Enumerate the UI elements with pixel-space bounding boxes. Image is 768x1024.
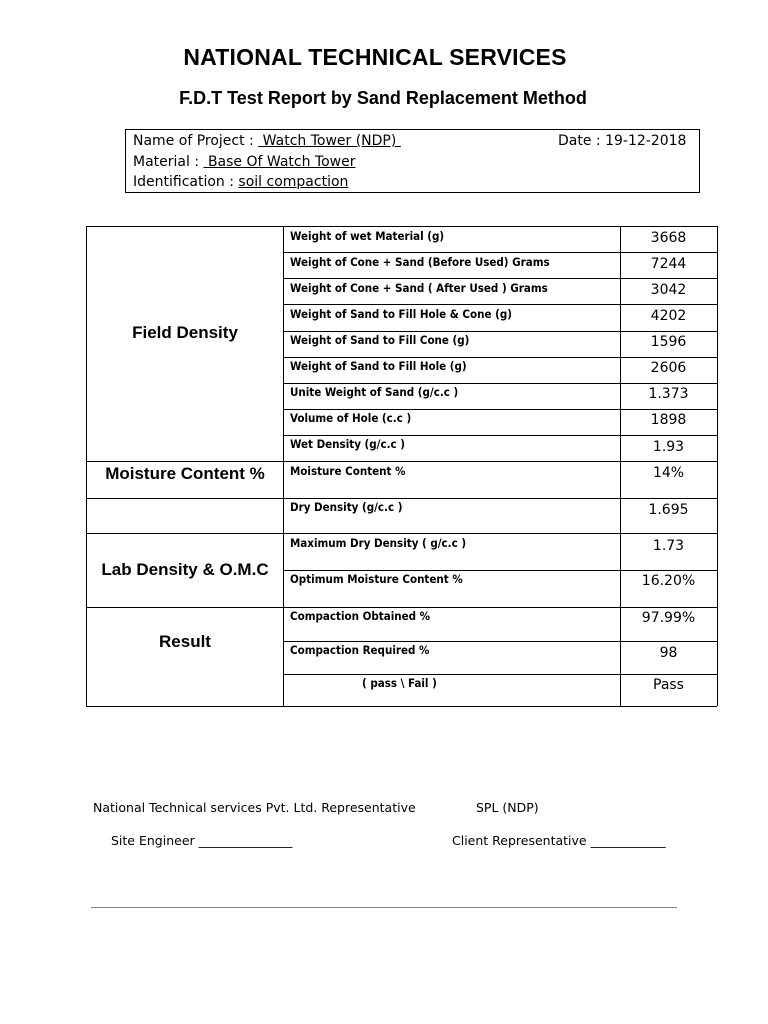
param-label: Maximum Dry Density ( g/c.c ) [290, 536, 467, 550]
param-label: Compaction Required % [290, 643, 430, 657]
value-cell: 1596 [650, 334, 687, 350]
value-cell: 97.99% [641, 610, 696, 626]
client-representative-line [452, 833, 666, 848]
report-title: F.D.T Test Report by Sand Replacement Method [179, 88, 587, 108]
param-label: Compaction Obtained % [290, 609, 430, 623]
site-engineer-blank: _______________ [198, 833, 293, 848]
material-label: Material : [133, 154, 200, 170]
param-label: Weight of wet Material (g) [290, 229, 445, 243]
category-moisture-content: Moisture Content % [105, 464, 265, 483]
category-field-density: Field Density [132, 323, 238, 342]
site-engineer-line [111, 833, 292, 848]
identification-label: Identification : [133, 174, 234, 190]
identification-line [133, 174, 348, 190]
category-lab-density: Lab Density & O.M.C [101, 560, 269, 579]
date-label: Date : [558, 133, 601, 149]
value-cell: 1.695 [648, 502, 689, 518]
category-result: Result [159, 632, 211, 651]
nts-representative-label: National Technical services Pvt. Ltd. Representative [93, 800, 416, 815]
param-label: Moisture Content % [290, 464, 406, 478]
value-cell: 2606 [650, 360, 687, 376]
project-value: Watch Tower (NDP) [262, 133, 397, 149]
value-cell: 7244 [650, 256, 687, 272]
value-cell: 3668 [650, 230, 687, 246]
value-cell: 1.93 [652, 439, 685, 455]
param-label: Weight of Cone + Sand ( After Used ) Grams [290, 281, 548, 295]
spl-label: SPL (NDP) [476, 800, 539, 815]
param-label: Dry Density (g/c.c ) [290, 500, 403, 514]
project-line [133, 133, 401, 149]
value-cell: Pass [653, 677, 684, 693]
value-cell: 1.373 [648, 386, 689, 402]
identification-value: soil compaction [238, 174, 349, 190]
param-label: Optimum Moisture Content % [290, 572, 463, 586]
client-representative-blank: ____________ [590, 833, 666, 848]
value-cell: 4202 [650, 308, 687, 324]
param-label: Wet Density (g/c.c ) [290, 437, 405, 451]
value-cell: 3042 [650, 282, 687, 298]
company-title: NATIONAL TECHNICAL SERVICES [183, 44, 567, 70]
param-label: ( pass \ Fail ) [362, 676, 437, 690]
param-label: Weight of Sand to Fill Cone (g) [290, 333, 470, 347]
value-cell: 14% [652, 465, 685, 481]
date-line [558, 133, 686, 149]
client-representative-label: Client Representative [452, 833, 587, 848]
date-value: 19-12-2018 [605, 133, 687, 149]
value-cell: 1.73 [652, 538, 685, 554]
param-label: Weight of Sand to Fill Hole & Cone (g) [290, 307, 512, 321]
value-cell: 1898 [650, 412, 687, 428]
param-label: Unite Weight of Sand (g/c.c ) [290, 385, 459, 399]
project-label: Name of Project : [133, 133, 254, 149]
param-label: Volume of Hole (c.c ) [290, 411, 412, 425]
footer-divider [91, 907, 677, 908]
project-info-box [125, 129, 700, 193]
material-line [133, 154, 356, 170]
site-engineer-label: Site Engineer [111, 833, 195, 848]
material-value: Base Of Watch Tower [207, 154, 356, 170]
value-cell: 98 [659, 645, 678, 661]
value-cell: 16.20% [641, 573, 696, 589]
param-label: Weight of Cone + Sand (Before Used) Grams [290, 255, 550, 269]
param-label: Weight of Sand to Fill Hole (g) [290, 359, 467, 373]
